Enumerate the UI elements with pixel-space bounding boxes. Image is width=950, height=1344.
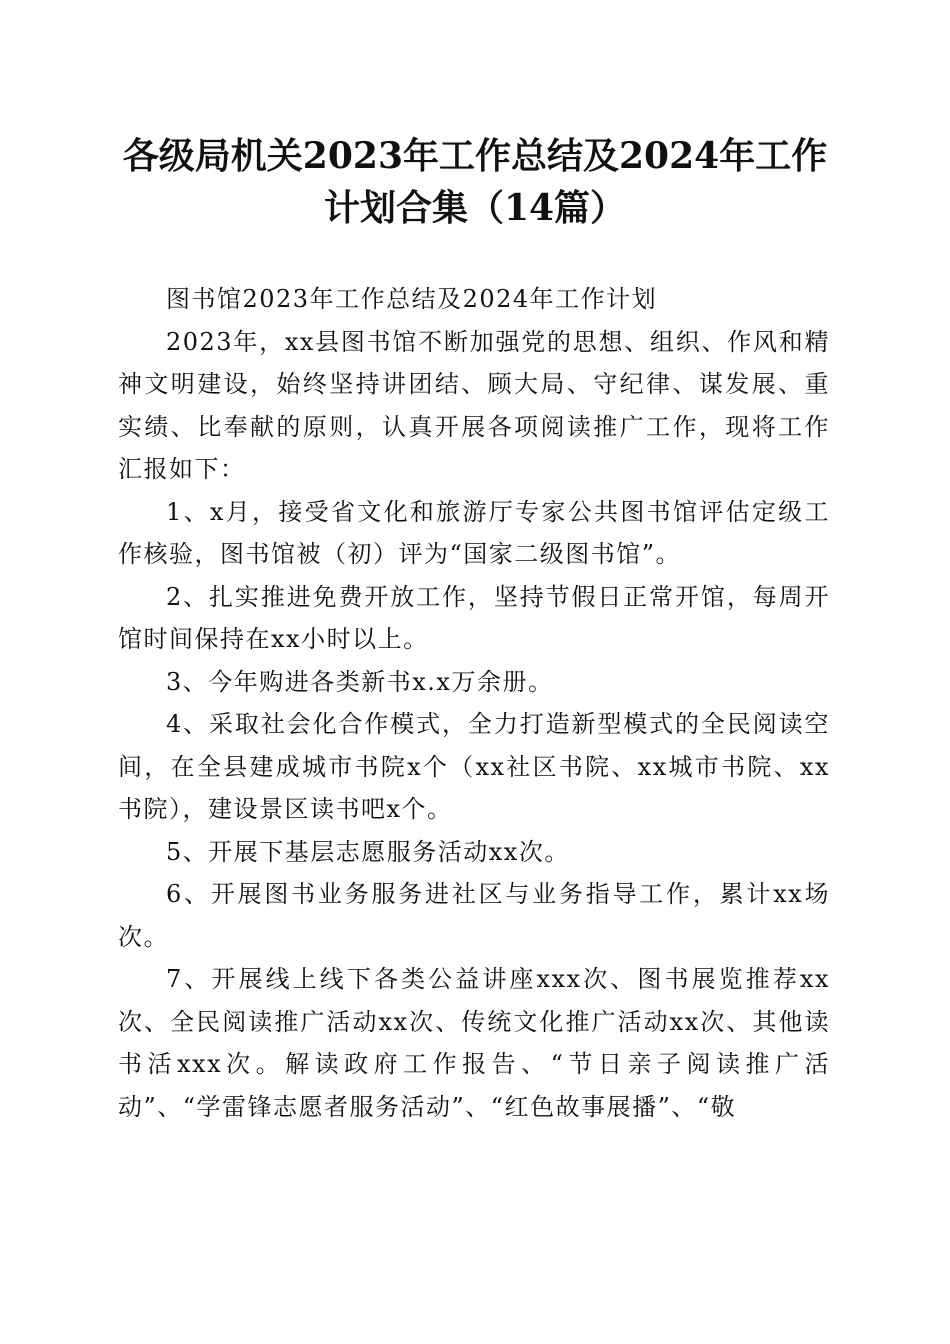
item-paragraph-3: 3、今年购进各类新书x.x万余册。 [166,667,554,696]
item-paragraph-4: 4、采取社会化合作模式，全力打造新型模式的全民阅读空间，在全县建成城市书院x个（xx社区书院、xx城市书院、xx书院），建设景区读书吧x个。 [118,710,830,823]
intro-paragraph: 2023年，xx县图书馆不断加强党的思想、组织、作风和精神文明建设，始终坚持讲团结、顾大局、守纪律、谋发展、重实绩、比奉献的原则，认真开展各项阅读推广工作，现将工作汇报如下： [118,327,830,483]
item-paragraph-6: 6、开展图书业务服务进社区与业务指导工作，累计xx场次。 [118,880,830,951]
document-title: 各级局机关2023年工作总结及2024年工作计划合集（14篇） [122,135,828,229]
item-paragraph-5: 5、开展下基层志愿服务活动xx次。 [166,837,570,866]
document-body [118,278,830,1128]
item-paragraph-1: 1、x月，接受省文化和旅游厅专家公共图书馆评估定级工作核验，图书馆被（初）评为“国家二级图书馆”。 [118,497,830,568]
item-paragraph-2: 2、扎实推进免费开放工作，坚持节假日正常开馆，每周开馆时间保持在xx小时以上。 [118,582,830,653]
subtitle-paragraph: 图书馆2023年工作总结及2024年工作计划 [166,285,658,313]
item-paragraph-7: 7、开展线上线下各类公益讲座xxx次、图书展览推荐xx次、全民阅读推广活动xx次、传统文化推广活动xx次、其他读书活xxx次。解读政府工作报告、“节日亲子阅读推广活动”、“学雷锋志愿者服务活动”、“红色故事展播”、“敬 [118,965,830,1121]
